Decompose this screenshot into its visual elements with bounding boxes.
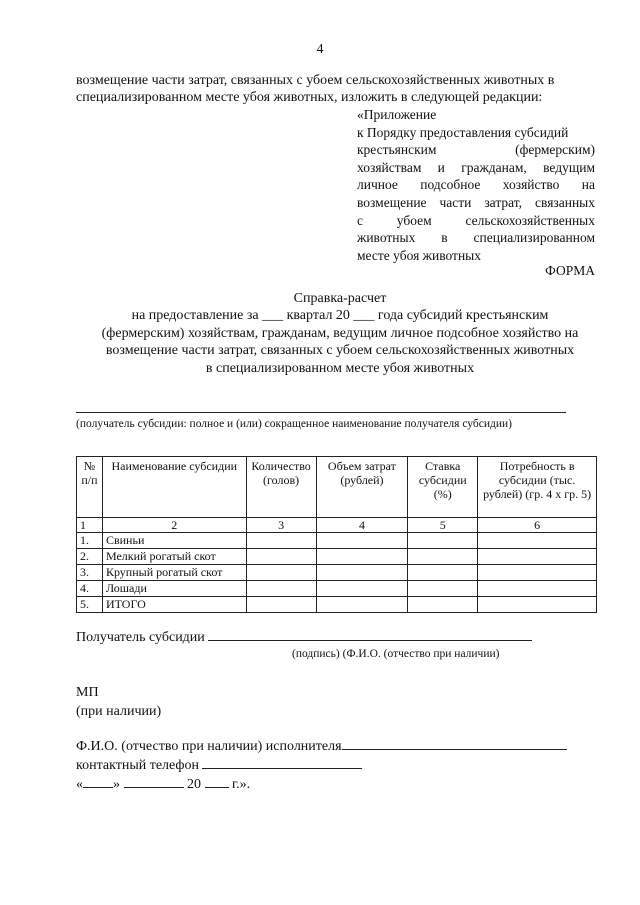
row-number: 3. [77,565,103,581]
title-line-1: Справка-расчет [293,291,387,306]
column-number: 6 [478,518,597,533]
appendix-line: крестьянским (фермерским) [357,142,595,158]
row-name: Свиньи [102,533,246,549]
table-row [77,597,597,613]
executor-line [76,737,567,756]
need-cell[interactable] [478,565,597,581]
stamp-label: МП [76,685,99,700]
date-close-quote: » [113,777,120,792]
column-number: 3 [246,518,316,533]
cost-cell[interactable] [316,565,408,581]
recipient-fill-line[interactable] [76,412,566,413]
appendix-line: месте убоя животных [357,247,481,263]
column-number: 1 [77,518,103,533]
quantity-cell[interactable] [246,581,316,597]
appendix-line: личное подсобное хозяйство на [357,177,595,193]
rate-cell[interactable] [408,565,478,581]
calculation-table [76,456,597,613]
stamp-block [76,683,161,721]
intro-line-2: специализированном месте убоя животных, изложить в следующей редакции: [76,90,543,105]
signature-line [76,628,556,646]
rate-cell[interactable] [408,597,478,613]
table-row [77,565,597,581]
day-fill-line[interactable] [83,775,113,788]
quantity-cell[interactable] [246,533,316,549]
row-name: Крупный рогатый скот [102,565,246,581]
title-line-5: в специализированном месте убоя животных [205,360,475,376]
executor-fill-line[interactable] [342,737,567,750]
header-cell: Ставка субсидии (%) [408,457,478,518]
row-number: 5. [77,597,103,613]
month-fill-line[interactable] [124,775,184,788]
date-year-prefix: 20 [187,777,201,792]
intro-line-1: возмещение части затрат, связанных с убоем сельскохозяйственных животных в [76,73,555,88]
column-number: 2 [102,518,246,533]
cost-cell[interactable] [316,581,408,597]
rate-cell[interactable] [408,581,478,597]
need-cell[interactable] [478,549,597,565]
appendix-line: «Приложение [357,107,437,122]
appendix-reference [357,106,595,264]
row-name: Лошади [102,581,246,597]
appendix-line: животных в специализированном [357,230,595,246]
row-name: Мелкий рогатый скот [102,549,246,565]
date-open-quote: « [76,777,83,792]
header-cell: Объем затрат (рублей) [316,457,408,518]
quantity-cell[interactable] [246,549,316,565]
appendix-line: с убоем сельскохозяйственных [357,212,595,228]
form-label: ФОРМА [545,263,595,278]
title-line-2: на предоставление за ___ квартал 20 ___ года субсидий крестьянским [131,308,549,324]
title-line-3: (фермерским) хозяйствам, гражданам, ведущим личное подсобное хозяйство на [101,325,579,341]
document-title [60,290,620,377]
date-year-suffix: г.». [232,777,251,792]
row-number: 4. [77,581,103,597]
cost-cell[interactable] [316,533,408,549]
appendix-line: возмещение части затрат, связанных [357,194,595,210]
need-cell[interactable] [478,533,597,549]
cost-cell[interactable] [316,597,408,613]
recipient-caption: (получатель субсидии: полное и (или) сокращенное наименование получателя субсидии) [76,418,512,430]
column-number: 5 [408,518,478,533]
header-cell: № п/п [77,457,103,518]
table-row [77,533,597,549]
row-number: 1. [77,533,103,549]
header-cell: Наименование субсидии [102,457,246,518]
quantity-cell[interactable] [246,597,316,613]
page-number: 4 [316,42,324,57]
column-number-row [77,518,597,533]
need-cell[interactable] [478,581,597,597]
year-fill-line[interactable] [205,775,229,788]
signature-fill-line[interactable] [208,628,532,641]
appendix-line: к Порядку предоставления субсидий [357,124,569,140]
column-number: 4 [316,518,408,533]
executor-block [76,737,567,794]
quantity-cell[interactable] [246,565,316,581]
appendix-line: хозяйствам и гражданам, ведущим [357,159,595,175]
signature-label: Получатель субсидии [76,630,205,645]
intro-paragraph [76,72,600,106]
title-line-4: возмещение части затрат, связанных с убоем сельскохозяйственных животных [105,343,575,359]
table-header-row [77,457,597,518]
signature-caption: (подпись) (Ф.И.О. (отчество при наличии) [292,648,500,660]
cost-cell[interactable] [316,549,408,565]
phone-fill-line[interactable] [202,756,362,769]
table-row [77,581,597,597]
header-cell: Потребность в субсидии (тыс. рублей) (гр. 4 х гр. 5) [478,457,597,518]
row-number: 2. [77,549,103,565]
phone-line [76,756,567,775]
rate-cell[interactable] [408,549,478,565]
stamp-note: (при наличии) [76,704,162,719]
header-cell: Количество (голов) [246,457,316,518]
need-cell[interactable] [478,597,597,613]
phone-label: контактный телефон [76,758,199,773]
table-row [77,549,597,565]
rate-cell[interactable] [408,533,478,549]
executor-label: Ф.И.О. (отчество при наличии) исполнителя [76,739,342,754]
row-name: ИТОГО [102,597,246,613]
date-line [76,775,567,794]
